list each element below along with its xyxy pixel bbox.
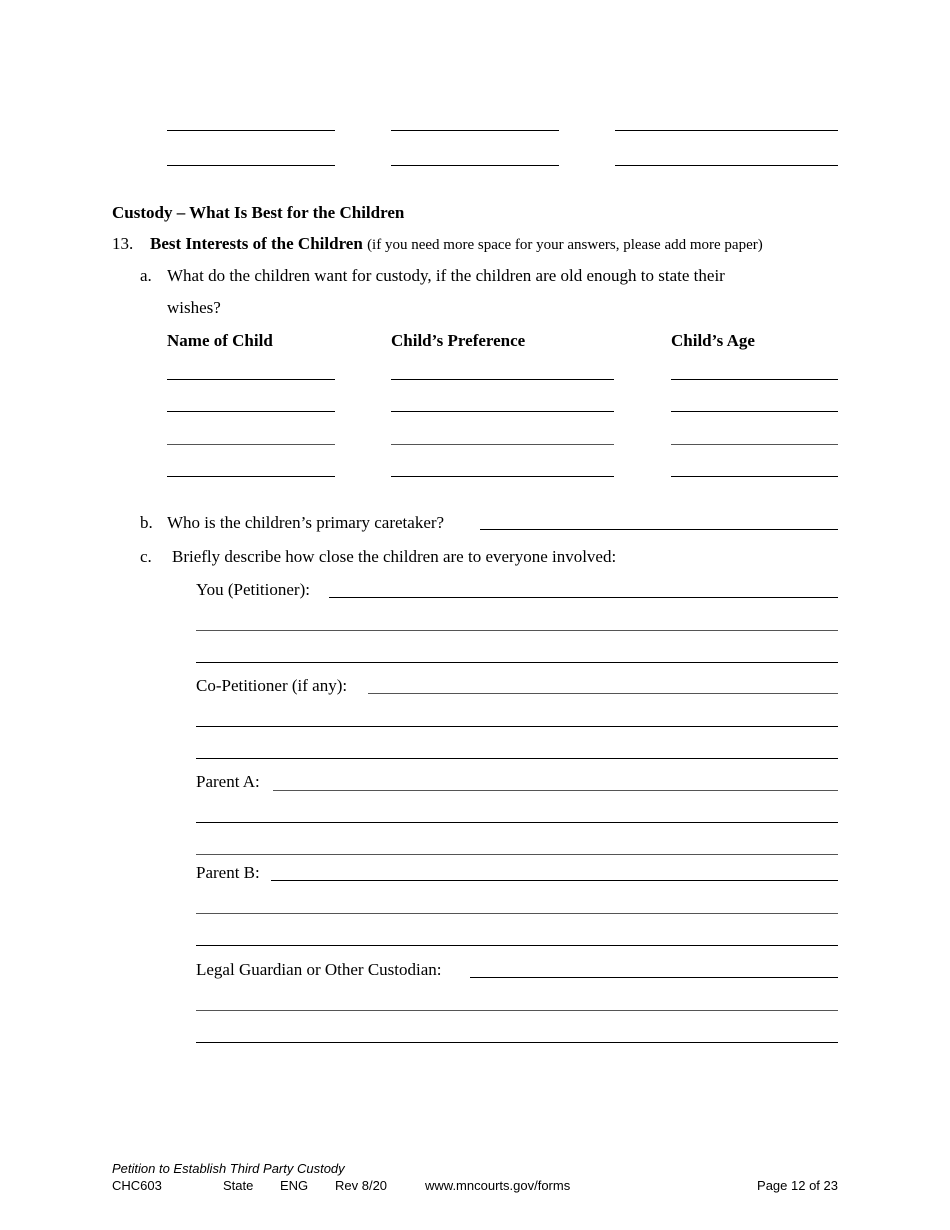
footer-form-code: CHC603 bbox=[112, 1178, 162, 1193]
item-c-text: Briefly describe how close the children are to everyone involved: bbox=[172, 547, 617, 566]
petitioner-field[interactable] bbox=[196, 630, 838, 631]
item-a-text-line2: wishes? bbox=[167, 298, 221, 317]
item-a-letter: a. bbox=[140, 266, 152, 285]
child-age-field[interactable] bbox=[671, 379, 838, 380]
parent-a-field[interactable] bbox=[273, 790, 838, 791]
footer-form-title: Petition to Establish Third Party Custody bbox=[112, 1161, 345, 1176]
parent-b-field[interactable] bbox=[196, 913, 838, 914]
child-age-field[interactable] bbox=[671, 411, 838, 412]
parent-b-field[interactable] bbox=[271, 880, 838, 881]
footer-jurisdiction: State bbox=[223, 1178, 254, 1193]
co-petitioner-field[interactable] bbox=[196, 726, 838, 727]
petitioner-field[interactable] bbox=[329, 597, 838, 598]
parent-a-field[interactable] bbox=[196, 822, 838, 823]
footer-language: ENG bbox=[280, 1178, 309, 1193]
parent-b-field[interactable] bbox=[196, 945, 838, 946]
question-number: 13. bbox=[112, 234, 134, 253]
petitioner-label: You (Petitioner): bbox=[196, 580, 310, 599]
blank-line[interactable] bbox=[391, 130, 559, 131]
child-age-field[interactable] bbox=[671, 476, 838, 477]
legal-guardian-field[interactable] bbox=[196, 1010, 838, 1011]
blank-line[interactable] bbox=[615, 130, 838, 131]
co-petitioner-field[interactable] bbox=[368, 693, 838, 694]
primary-caretaker-field[interactable] bbox=[480, 529, 838, 530]
child-name-field[interactable] bbox=[167, 476, 335, 477]
child-preference-field[interactable] bbox=[391, 379, 614, 380]
question-title: Best Interests of the Children bbox=[150, 234, 363, 253]
question-note: (if you need more space for your answers, please add more paper) bbox=[367, 237, 763, 253]
column-header-age: Child’s Age bbox=[671, 331, 755, 350]
parent-a-label: Parent A: bbox=[196, 772, 260, 791]
footer-page-number: Page 12 of 23 bbox=[757, 1178, 838, 1193]
legal-guardian-label: Legal Guardian or Other Custodian: bbox=[196, 960, 442, 979]
blank-line[interactable] bbox=[167, 130, 335, 131]
item-c-letter: c. bbox=[140, 547, 152, 566]
item-b-text: Who is the children’s primary caretaker? bbox=[167, 513, 445, 532]
child-name-field[interactable] bbox=[167, 444, 335, 445]
child-preference-field[interactable] bbox=[391, 444, 614, 445]
legal-guardian-field[interactable] bbox=[196, 1042, 838, 1043]
co-petitioner-label: Co-Petitioner (if any): bbox=[196, 676, 348, 695]
footer-website[interactable]: www.mncourts.gov/forms bbox=[425, 1178, 571, 1193]
column-header-name: Name of Child bbox=[167, 331, 273, 350]
blank-line[interactable] bbox=[167, 165, 335, 166]
question-heading bbox=[150, 234, 763, 255]
child-name-field[interactable] bbox=[167, 379, 335, 380]
co-petitioner-field[interactable] bbox=[196, 758, 838, 759]
child-age-field[interactable] bbox=[671, 444, 838, 445]
section-title: Custody – What Is Best for the Children bbox=[112, 203, 405, 222]
child-preference-field[interactable] bbox=[391, 411, 614, 412]
child-preference-field[interactable] bbox=[391, 476, 614, 477]
child-name-field[interactable] bbox=[167, 411, 335, 412]
parent-a-field[interactable] bbox=[196, 854, 838, 855]
legal-guardian-field[interactable] bbox=[470, 977, 838, 978]
blank-line[interactable] bbox=[391, 165, 559, 166]
parent-b-label: Parent B: bbox=[196, 863, 260, 882]
item-b-letter: b. bbox=[140, 513, 153, 532]
footer-revision: Rev 8/20 bbox=[335, 1178, 388, 1193]
petitioner-field[interactable] bbox=[196, 662, 838, 663]
blank-line[interactable] bbox=[615, 165, 838, 166]
column-header-preference: Child’s Preference bbox=[391, 331, 526, 350]
item-a-text-line1: What do the children want for custody, if the children are old enough to state their bbox=[167, 266, 725, 285]
